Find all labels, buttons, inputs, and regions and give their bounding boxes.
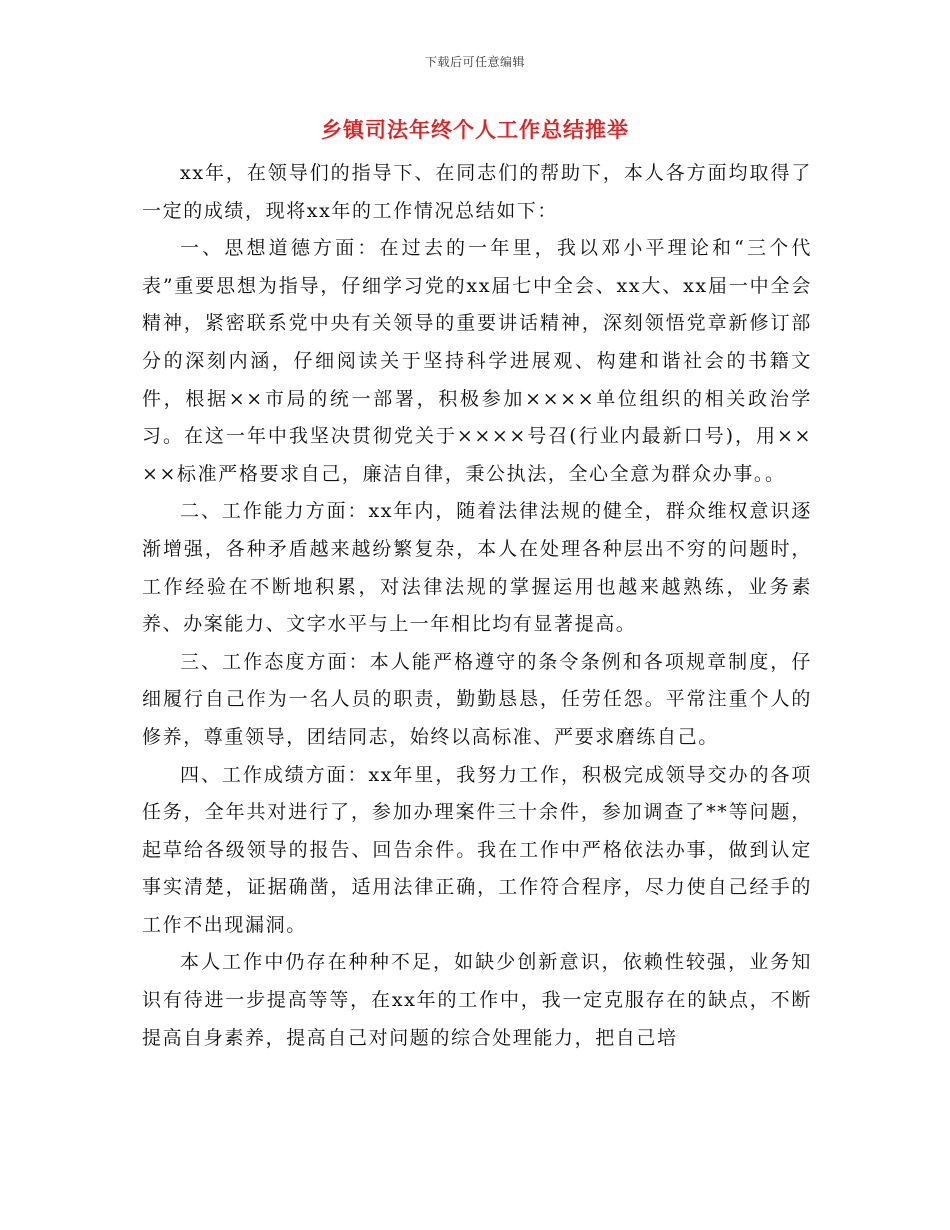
paragraph-intro: xx年，在领导们的指导下、在同志们的帮助下，本人各方面均取得了一定的成绩，现将xx年的工作情况总结如下： bbox=[142, 162, 812, 222]
paragraph-ideology: 一、思想道德方面：在过去的一年里，我以邓小平理论和“三个代表”重要思想为指导，仔细学习党的xx届七中全会、xx大、xx届一中全会精神，紧密联系党中央有关领导的重要讲话精神，深刻领悟党章新修订部分的深刻内涵，仔细阅读关于坚持科学进展观、构建和谐社会的书籍文件，根据××市局的统一部署，积极参加××××单位组织的相关政治学习。在这一年中我坚决贯彻党关于××××号召(行业内最新口号)，用××××标准严格要求自己，廉洁自律，秉公执法，全心全意为群众办事。。 bbox=[142, 237, 812, 485]
paragraph-shortcomings: 本人工作中仍存在种种不足，如缺少创新意识，依赖性较强，业务知识有待进一步提高等等，在xx年的工作中，我一定克服存在的缺点，不断提高自身素养，提高自己对问题的综合处理能力，把自己培 bbox=[142, 951, 812, 1049]
document-body bbox=[142, 155, 812, 1057]
document-title: 乡镇司法年终个人工作总结推举 bbox=[321, 117, 629, 142]
page-header-note: 下载后可任意编辑 bbox=[424, 55, 525, 69]
paragraph-ability: 二、工作能力方面：xx年内，随着法律法规的健全，群众维权意识逐渐增强，各种矛盾越来越纷繁复杂，本人在处理各种层出不穷的问题时，工作经验在不断地积累，对法律法规的掌握运用也越来越熟练，业务素养、办案能力、文字水平与上一年相比均有显著提高。 bbox=[142, 500, 812, 636]
paragraph-achievements: 四、工作成绩方面：xx年里，我努力工作，积极完成领导交办的各项任务，全年共对进行了，参加办理案件三十余件，参加调查了**等问题，起草给各级领导的报告、回告余件。我在工作中严格依法办事，做到认定事实清楚，证据确凿，适用法律正确，工作符合程序，尽力使自己经手的工作不出现漏洞。 bbox=[142, 763, 812, 936]
paragraph-attitude: 三、工作态度方面：本人能严格遵守的条令条例和各项规章制度，仔细履行自己作为一名人员的职责，勤勤恳恳，任劳任怨。平常注重个人的修养，尊重领导，团结同志，始终以高标准、严要求磨练自己。 bbox=[142, 650, 812, 748]
